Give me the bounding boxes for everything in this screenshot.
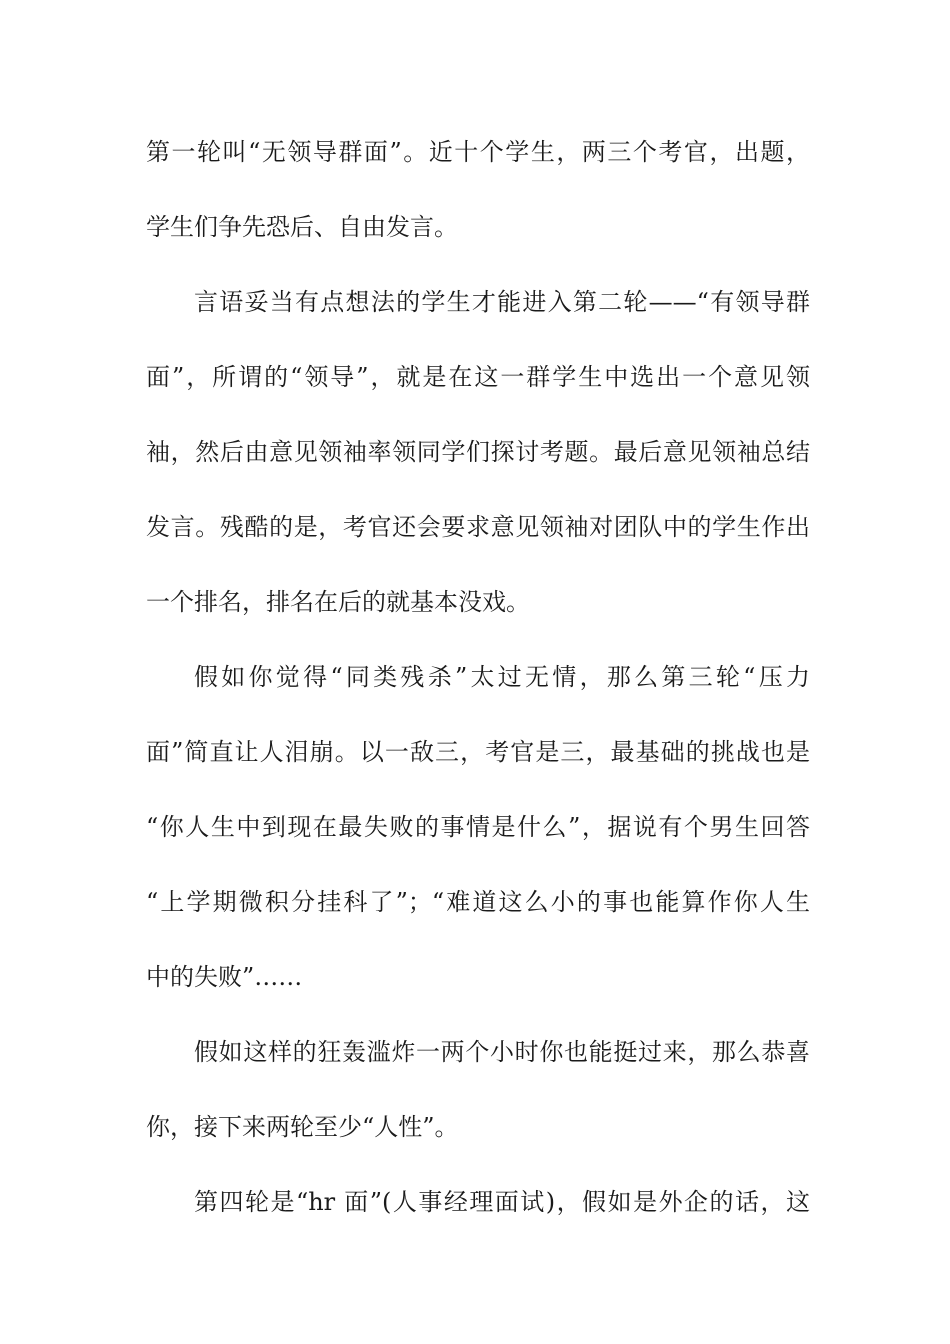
text-line: 一个排名，排名在后的就基本没戏。 — [146, 588, 530, 616]
text-line: 言语妥当有点想法的学生才能进入第二轮——“有领导群 — [194, 288, 810, 316]
text-line: 你，接下来两轮至少“人性”。 — [146, 1113, 459, 1141]
text-line: 袖，然后由意见领袖率领同学们探讨考题。最后意见领袖总结 — [146, 438, 810, 466]
text-line: “上学期微积分挂科了”；“难道这么小的事也能算作你人生 — [146, 888, 810, 916]
text-line: 第四轮是“hr 面”(人事经理面试)，假如是外企的话，这 — [194, 1188, 810, 1216]
text-line: 第一轮叫“无领导群面”。近十个学生，两三个考官，出题， — [146, 138, 810, 166]
text-line: 中的失败”…… — [146, 963, 303, 991]
text-line: 假如这样的狂轰滥炸一两个小时你也能挺过来，那么恭喜 — [194, 1038, 810, 1066]
text-line: 学生们争先恐后、自由发言。 — [146, 213, 458, 241]
text-line: “你人生中到现在最失败的事情是什么”，据说有个男生回答 — [146, 813, 810, 841]
text-line: 面”，所谓的“领导”，就是在这一群学生中选出一个意见领 — [146, 363, 810, 391]
body-text — [146, 129, 810, 1254]
text-line: 假如你觉得“同类残杀”太过无情，那么第三轮“压力 — [194, 663, 810, 691]
text-line: 发言。残酷的是，考官还会要求意见领袖对团队中的学生作出 — [146, 513, 810, 541]
text-line: 面”简直让人泪崩。以一敌三，考官是三，最基础的挑战也是 — [146, 738, 810, 766]
